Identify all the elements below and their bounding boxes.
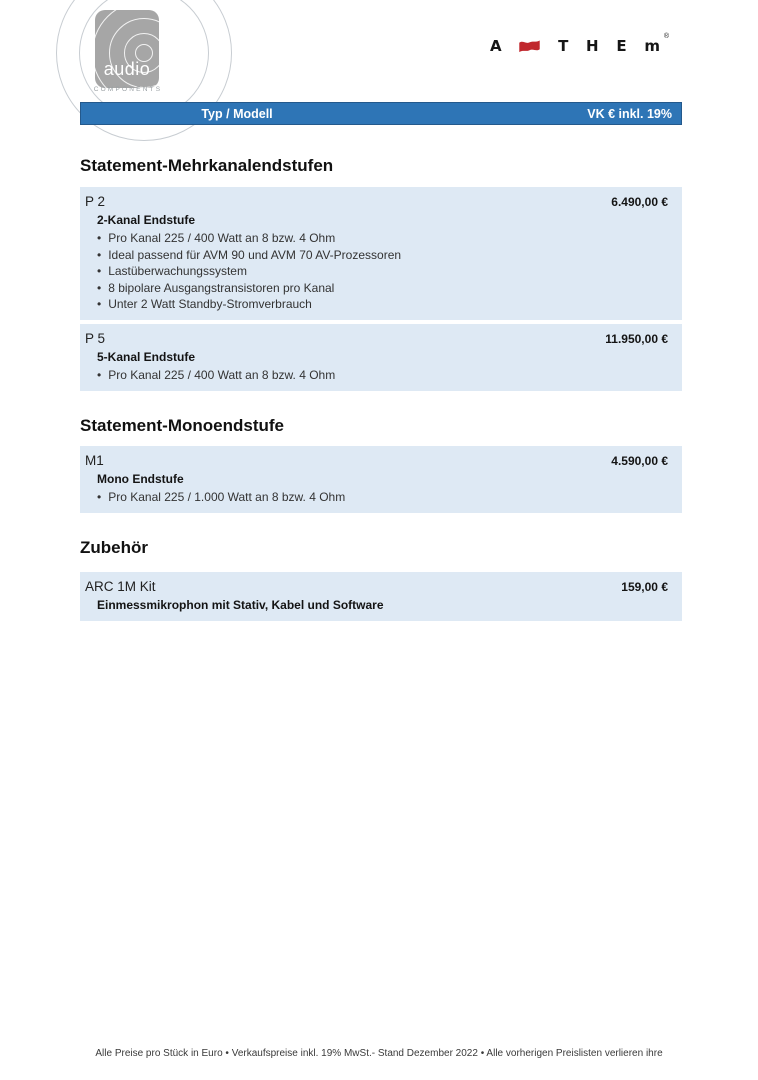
- product-price: 159,00 €: [621, 580, 668, 594]
- product-price: 4.590,00 €: [611, 454, 668, 468]
- product-feature-list: [97, 367, 668, 384]
- anthem-letter: A: [490, 36, 502, 55]
- audio-logo-subword: COMPONENTS: [93, 86, 163, 93]
- column-header-price: VK € inkl. 19%: [587, 106, 672, 121]
- feature-item: • Unter 2 Watt Standby-Stromverbrauch: [97, 296, 668, 313]
- product-subtitle: Einmessmikrophon mit Stativ, Kabel und Software: [97, 598, 384, 612]
- audio-components-logo: [93, 10, 163, 93]
- audio-logo-badge: [95, 10, 159, 88]
- feature-item: • Pro Kanal 225 / 400 Watt an 8 bzw. 4 Ohm: [97, 230, 668, 247]
- product-name: ARC 1M Kit: [85, 579, 156, 594]
- footer-disclaimer: Alle Preise pro Stück in Euro • Verkaufspreise inkl. 19% MwSt.- Stand Dezember 2022 • Alle vorherigen Preislisten verlieren ihre: [95, 1048, 663, 1059]
- product-card-arc-1m-kit: [80, 572, 682, 621]
- audio-logo-word: audio: [103, 59, 151, 79]
- anthem-logo: [490, 33, 669, 55]
- product-card-p2: [80, 187, 682, 320]
- anthem-letter: E: [616, 36, 627, 55]
- product-name: P 2: [85, 194, 106, 209]
- feature-item: • Lastüberwachungssystem: [97, 263, 668, 280]
- section-title-zubehoer: Zubehör: [80, 538, 148, 557]
- product-feature-list: [97, 230, 668, 313]
- anthem-flag-icon: [519, 40, 540, 53]
- product-subtitle: Mono Endstufe: [97, 472, 184, 486]
- product-card-p5: [80, 324, 682, 391]
- product-price: 6.490,00 €: [611, 195, 668, 209]
- product-card-m1: [80, 446, 682, 513]
- section-title-monoendstufe: Statement-Monoendstufe: [80, 416, 284, 435]
- product-subtitle: 2-Kanal Endstufe: [97, 213, 196, 227]
- product-name: P 5: [85, 331, 106, 346]
- product-name: M1: [85, 453, 104, 468]
- feature-item: • 8 bipolare Ausgangstransistoren pro Kanal: [97, 280, 668, 297]
- column-header-model: Typ / Modell: [201, 106, 273, 121]
- feature-item: • Pro Kanal 225 / 400 Watt an 8 bzw. 4 Ohm: [97, 367, 668, 384]
- product-feature-list: [97, 489, 668, 506]
- anthem-letter: m: [644, 36, 660, 55]
- feature-item: • Ideal passend für AVM 90 und AVM 70 AV-Prozessoren: [97, 247, 668, 264]
- anthem-letter: H: [586, 36, 599, 55]
- product-subtitle: 5-Kanal Endstufe: [97, 350, 196, 364]
- registered-mark: ®: [663, 33, 669, 40]
- feature-item: • Pro Kanal 225 / 1.000 Watt an 8 bzw. 4 Ohm: [97, 489, 668, 506]
- section-title-mehrkanalendstufen: Statement-Mehrkanalendstufen: [80, 156, 334, 175]
- product-price: 11.950,00 €: [605, 332, 668, 346]
- table-header-bar: [80, 102, 682, 125]
- anthem-letter: T: [558, 36, 569, 55]
